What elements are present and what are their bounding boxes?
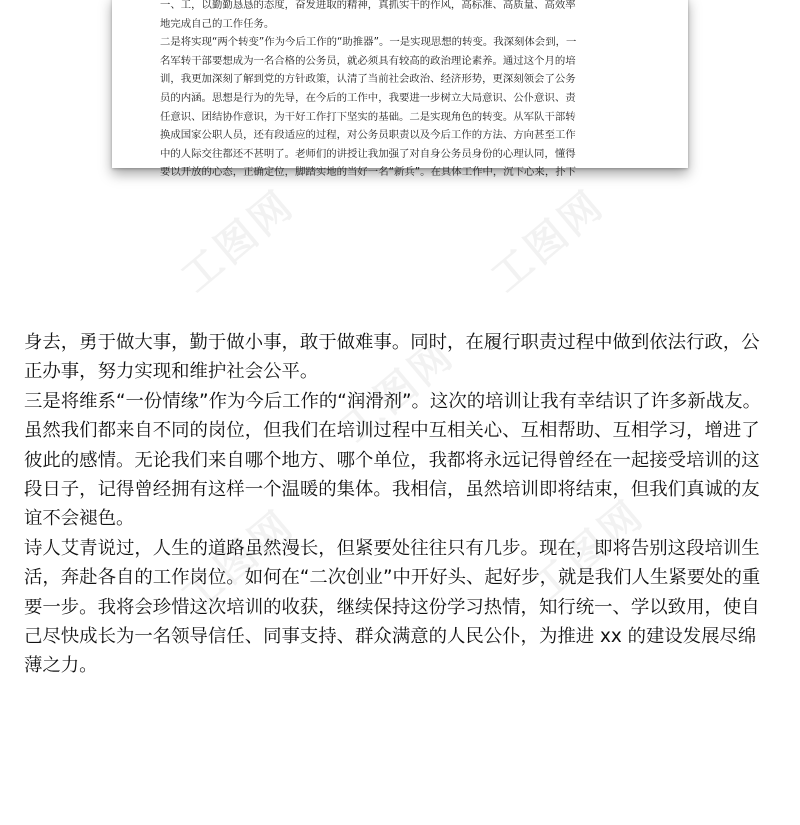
watermark: 工图网 bbox=[172, 501, 304, 622]
watermark: 工图网 bbox=[522, 491, 654, 612]
body-line: 薄之力。 bbox=[24, 655, 98, 677]
watermark: 工图网 bbox=[332, 331, 464, 452]
preview-line: 训，我更加深刻了解到党的方针政策，认清了当前社会政治、经济形势，更深刻领会了公务 bbox=[160, 73, 576, 86]
body-line: 正办事，努力实现和维护社会公平。 bbox=[24, 361, 319, 383]
body-line: 三是将维系“一份情缘”作为今后工作的“润滑剂”。这次的培训让我有幸结识了许多新战友。 bbox=[24, 390, 761, 412]
body-line: 要一步。我将会珍惜这次培训的收获，继续保持这份学习热情，知行统一、学以致用，使自 bbox=[24, 596, 760, 618]
body-line: 段日子，记得曾经拥有这样一个温暖的集体。我相信，虽然培训即将结束，但我们真诚的友 bbox=[24, 479, 760, 501]
preview-line: 要以开放的心态，正确定位，脚踏实地的当好一名“新兵”。在具体工作中，沉下心来，扑下 bbox=[160, 166, 576, 179]
preview-line: 中的人际交往都还不甚明了。老师们的讲授让我加强了对自身公务员身份的心理认同，懂得 bbox=[160, 147, 576, 160]
document-preview-area bbox=[0, 0, 800, 302]
watermark: 工图网 bbox=[482, 181, 614, 302]
preview-line: 员的内涵。思想是行为的先导，在今后的工作中，我要进一步树立大局意识、公仆意识、责 bbox=[160, 91, 576, 104]
body-line: 虽然我们都来自不同的岗位，但我们在培训过程中互相关心、互相帮助、互相学习，增进了 bbox=[24, 420, 760, 442]
preview-line: 地完成自己的工作任务。 bbox=[160, 17, 275, 30]
body-line: 诗人艾青说过，人生的道路虽然漫长，但紧要处往往只有几步。现在，即将告别这段培训生 bbox=[24, 537, 760, 559]
body-line: 彼此的感情。无论我们来自哪个地方、哪个单位，我都将永远记得曾经在一起接受培训的这 bbox=[24, 449, 760, 471]
preview-line: 一、工，以勤勤恳恳的态度，奋发进取的精神，真抓实干的作风，高标准、高质量、高效率 bbox=[160, 0, 576, 11]
document-page-thumbnail bbox=[112, 0, 688, 179]
preview-text bbox=[160, 0, 650, 182]
body-line: 活，奔赴各自的工作岗位。如何在“二次创业”中开好头、起好步，就是我们人生紧要处的重 bbox=[24, 567, 761, 589]
preview-line: 二是将实现“两个转变”作为今后工作的“助推器”。一是实现思想的转变。我深刻体会到，一 bbox=[160, 36, 577, 49]
article-body bbox=[24, 328, 780, 681]
body-line: 谊不会褪色。 bbox=[24, 508, 135, 530]
body-line: 身去，勇于做大事，勤于做小事，敢于做难事。同时，在履行职责过程中做到依法行政，公 bbox=[24, 332, 760, 353]
preview-line: 任意识、团结协作意识，为干好工作打下坚实的基础。二是实现角色的转变。从军队干部转 bbox=[160, 110, 576, 123]
watermark: 工图网 bbox=[172, 181, 304, 302]
preview-line: 名军转干部要想成为一名合格的公务员，就必须具有较高的政治理论素养。通过这个月的培 bbox=[160, 54, 576, 67]
preview-line: 换成国家公职人员，还有段适应的过程，对公务员职责以及今后工作的方法、方向甚至工作 bbox=[160, 129, 576, 142]
body-line: 己尽快成长为一名领导信任、同事支持、群众满意的人民公仆，为推进 xx 的建设发展尽绵 bbox=[24, 626, 757, 648]
